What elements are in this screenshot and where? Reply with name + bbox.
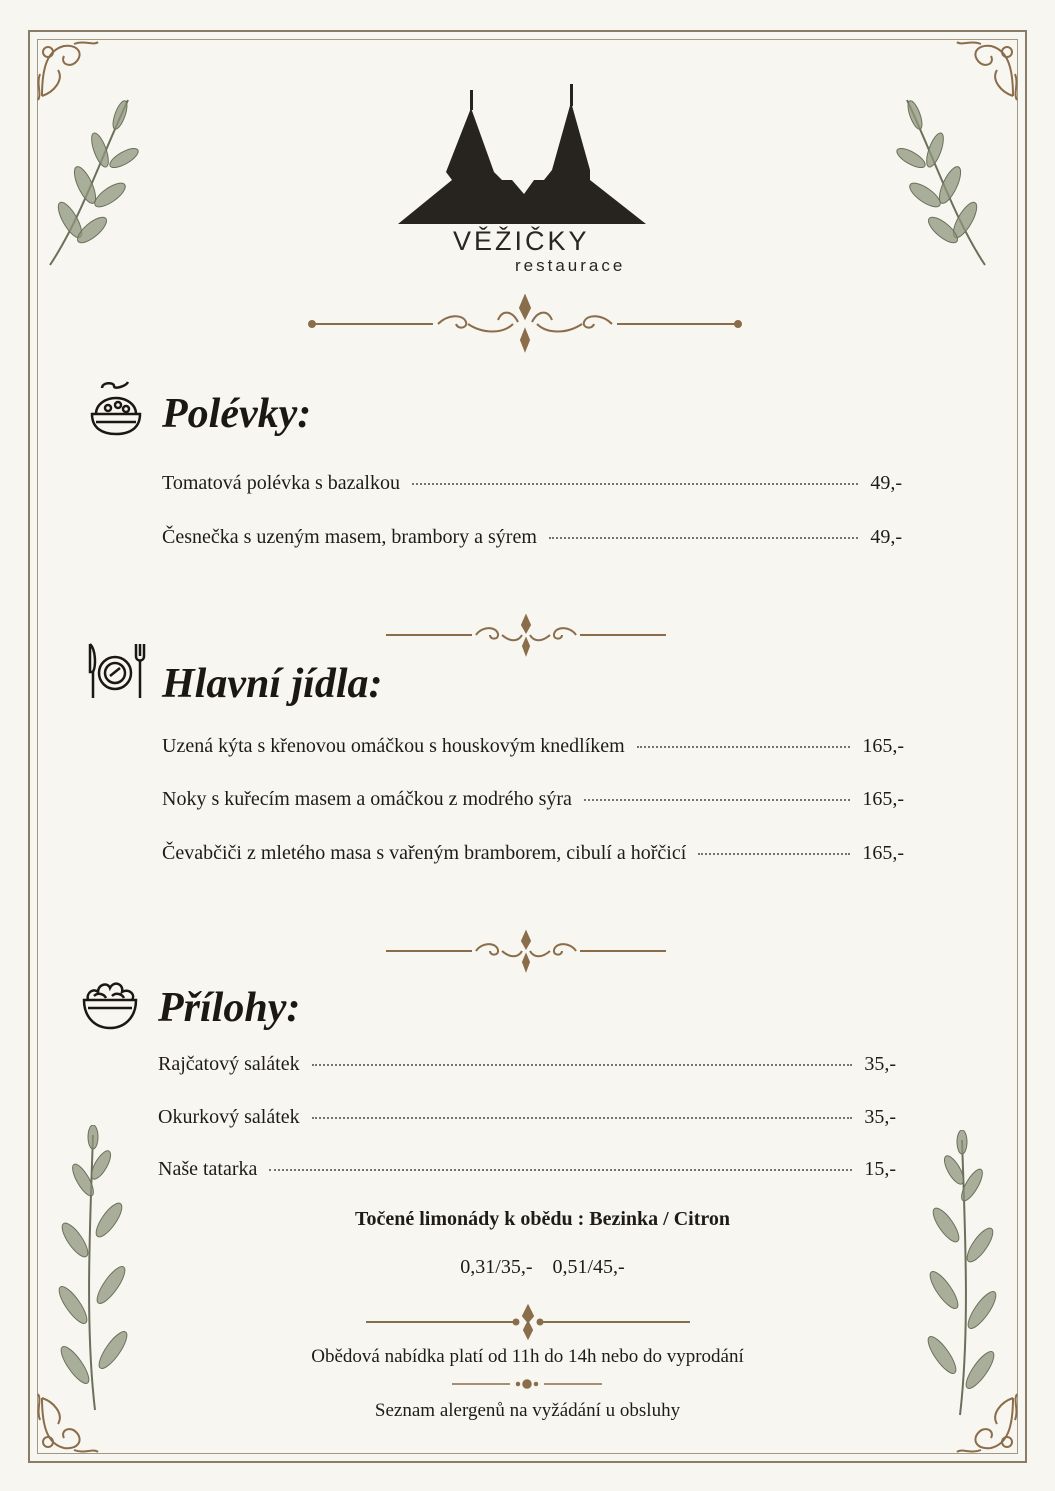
menu-item-name: Okurkový salátek [158,1106,300,1128]
logo-subtitle: restaurace [515,256,626,275]
menu-item-price: 35,- [864,1053,896,1075]
menu-item-name: Rajčatový salátek [158,1053,300,1075]
ornament-divider [386,612,666,658]
menu-item [162,842,904,865]
dot-leader [269,1169,852,1171]
menu-item-price: 165,- [862,735,904,757]
allergens-note: Seznam alergenů na vyžádání u obsluhy [374,1400,681,1421]
menu-item [162,788,904,811]
menu-item-price: 15,- [864,1158,896,1180]
ornament-divider-top [308,294,742,354]
menu-item [162,526,902,549]
lunch-hours-note: Obědová nabídka platí od 11h do 14h nebo do vyprodání [311,1346,744,1367]
menu-item [158,1106,896,1129]
salad-bowl-icon [80,970,140,1032]
dot-leader [312,1117,853,1119]
lemonade-prices: 0,31/35,- 0,51/45,- [460,1256,625,1278]
menu-item-price: 49,- [870,472,902,494]
section-title-main-dishes: Hlavní jídla: [162,661,383,707]
dot-leader [698,853,850,855]
plate-cutlery-icon [84,640,146,702]
soup-bowl-icon [88,378,144,438]
menu-item [162,472,902,495]
dot-leader [637,746,851,748]
section-title-soups: Polévky: [162,391,312,437]
menu-item-price: 49,- [870,526,902,548]
section-title-side-dishes: Přílohy: [158,985,301,1031]
menu-item-price: 165,- [862,842,904,864]
logo-name: VĚŽIČKY [453,226,590,256]
lemonade-title: Točené limonády k obědu : Bezinka / Citron [354,1208,731,1230]
menu-item [158,1158,896,1181]
ornament-divider [386,928,666,974]
dot-divider [452,1376,602,1392]
menu-item-name: Noky s kuřecím masem a omáčkou z modrého sýra [162,788,572,810]
menu-item [158,1053,896,1076]
leaf-branch-top-right [895,90,995,270]
leaf-branch-top-left [40,90,140,270]
menu-item-name: Čevabčiči z mletého masa s vařeným bramborem, cibulí a hořčicí [162,842,687,864]
menu-item-name: Česnečka s uzeným masem, brambory a sýrem [162,526,537,548]
dot-leader [584,799,850,801]
dot-leader [549,537,858,539]
menu-item-name: Naše tatarka [158,1158,258,1180]
menu-item-name: Tomatová polévka s bazalkou [162,472,400,494]
ornament-divider-bottom [366,1304,690,1340]
dot-leader [312,1064,853,1066]
menu-item [162,735,904,758]
dot-leader [412,483,858,485]
menu-item-price: 165,- [862,788,904,810]
menu-item-price: 35,- [864,1106,896,1128]
menu-item-name: Uzená kýta s křenovou omáčkou s houskovým knedlíkem [162,735,625,757]
